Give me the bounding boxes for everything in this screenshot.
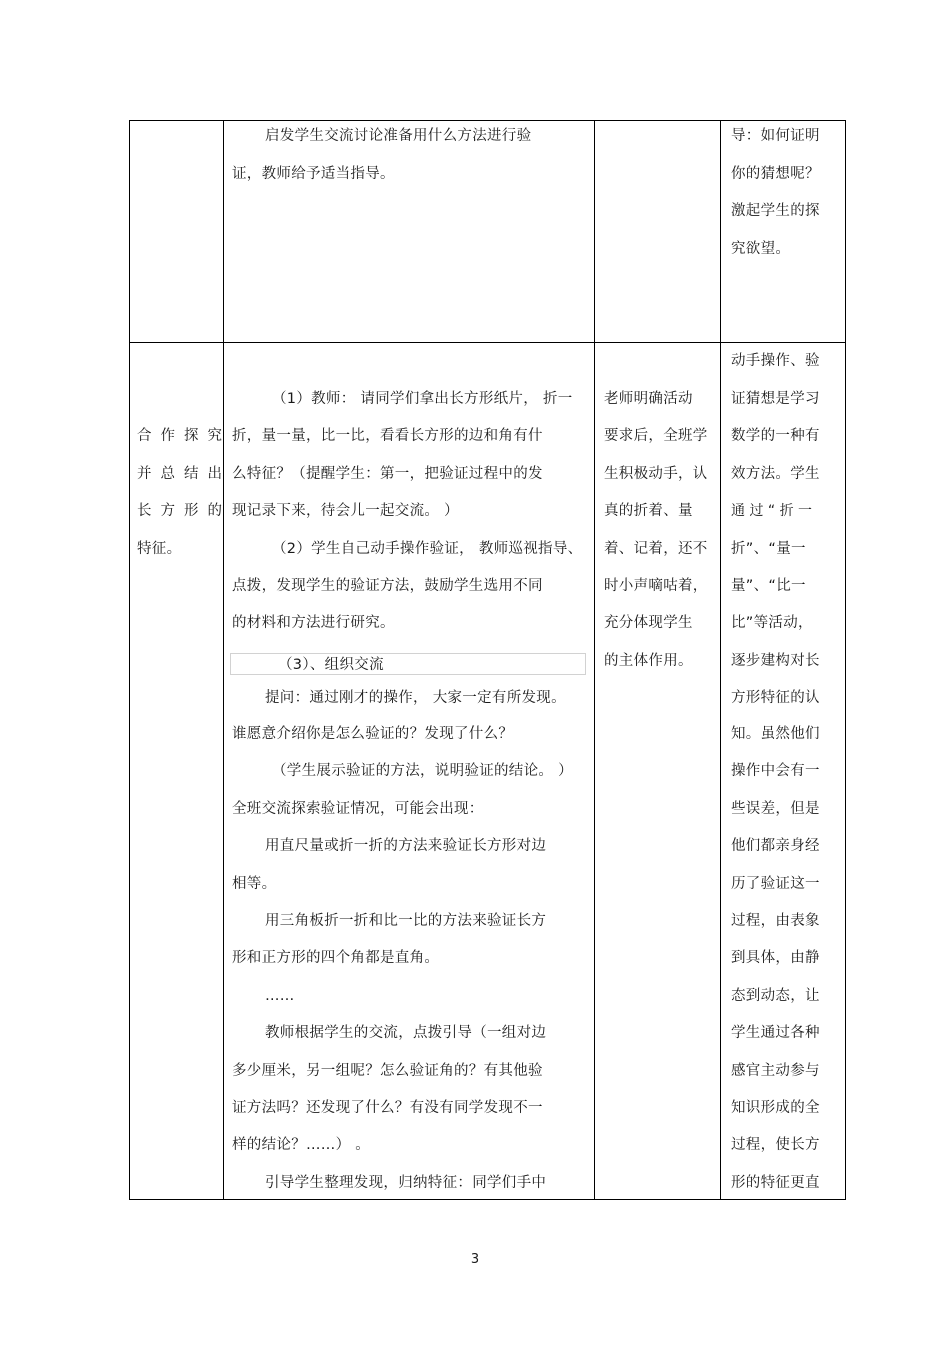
activity-line: 用三角板折一折和比一比的方法来验证长方 (265, 913, 547, 929)
table-border-right (845, 120, 846, 1200)
activity-line: 提问：通过刚才的操作， 大家一定有所发现。 (265, 690, 566, 706)
intent-line: 些误差，但是 (731, 801, 820, 817)
activity-line: 的材料和方法进行研究。 (232, 615, 395, 631)
intent-line: 效方法。学生 (731, 466, 820, 482)
activity-line: 现记录下来，待会儿一起交流。 ） (232, 503, 459, 519)
intent-line: 操作中会有一 (731, 763, 820, 779)
table-border-bottom (129, 1199, 846, 1200)
intent-line: 知识形成的全 (731, 1100, 820, 1116)
activity-line: 相等。 (232, 876, 277, 892)
student-line: 要求后，全班学 (604, 428, 708, 444)
activity-line: 全班交流探索验证情况，可能会出现： (232, 801, 484, 817)
activity-line: 形和正方形的四个角都是直角。 (232, 950, 440, 966)
stage-line-4: 特征。 (137, 541, 182, 557)
intent-line: 量”、“比一 (731, 578, 806, 594)
table-row-divider (129, 342, 846, 343)
intent-line: 态到动态，让 (731, 988, 820, 1004)
activity-line: 样的结论？……） 。 (232, 1137, 371, 1153)
intent-line: 学生通过各种 (731, 1025, 820, 1041)
activity-line: 多少厘米，另一组呢？怎么验证角的？有其他验 (232, 1063, 543, 1079)
page-number: 3 (470, 1252, 480, 1267)
activity-line: （2）学生自己动手操作验证， 教师巡视指导、 (272, 541, 583, 557)
activity-line: （1）教师： 请同学们拿出长方形纸片， 折一 (272, 391, 573, 407)
activity-line: （学生展示验证的方法，说明验证的结论。 ） (272, 763, 573, 779)
intent-line: 逐步建构对长 (731, 653, 820, 669)
intent-line: 历了验证这一 (731, 876, 820, 892)
activity-line: …… (265, 988, 295, 1004)
activity-line: 折，量一量，比一比，看看长方形的边和角有什 (232, 428, 543, 444)
student-line: 着、记着，还不 (604, 541, 708, 557)
table-divider-3 (720, 120, 721, 1200)
activity-line: 用直尺量或折一折的方法来验证长方形对边 (265, 838, 547, 854)
stage-line-1: 合作探究 (137, 428, 231, 444)
activity-step3-heading: （3）、组织交流 (278, 657, 384, 673)
row1-intent-line-4: 究欲望。 (731, 241, 791, 257)
intent-line: 知。虽然他们 (731, 726, 820, 742)
intent-line: 动手操作、验 (731, 353, 820, 369)
intent-line: 比”等活动， (731, 615, 813, 631)
table-border-left (129, 120, 130, 1200)
student-line: 生积极动手，认 (604, 466, 708, 482)
intent-line: 他们都亲身经 (731, 838, 820, 854)
intent-line: 到具体，由静 (731, 950, 820, 966)
activity-line: 证方法吗？还发现了什么？有没有同学发现不一 (232, 1100, 543, 1116)
student-line: 时小声嘀咕着， (604, 578, 708, 594)
table-border-top (129, 120, 846, 121)
stage-line-2: 并总结出 (137, 466, 231, 482)
activity-line: 点拨，发现学生的验证方法，鼓励学生选用不同 (232, 578, 543, 594)
activity-line: 谁愿意介绍你是怎么验证的？发现了什么？ (232, 726, 514, 742)
intent-line: 过程，由表象 (731, 913, 820, 929)
student-line: 老师明确活动 (604, 391, 693, 407)
row1-intent-line-3: 激起学生的探 (731, 203, 820, 219)
intent-line: 折”、“量一 (731, 541, 806, 557)
intent-line: 证猜想是学习 (731, 391, 820, 407)
row1-activity-line-2: 证，教师给予适当指导。 (232, 166, 395, 182)
student-line: 真的折着、量 (604, 503, 693, 519)
table-divider-1 (223, 120, 224, 1200)
row1-intent-line-1: 导：如何证明 (731, 128, 820, 144)
intent-line: 方形特征的认 (731, 690, 820, 706)
row1-intent-line-2: 你的猜想呢？ (731, 166, 820, 182)
stage-line-3: 长方形的 (137, 503, 231, 519)
intent-line: 过程，使长方 (731, 1137, 820, 1153)
activity-line: 么特征？（提醒学生：第一，把验证过程中的发 (232, 466, 543, 482)
row1-activity-line-1: 启发学生交流讨论准备用什么方法进行验 (265, 128, 532, 144)
intent-line: 通 过 “ 折 一 (731, 503, 813, 519)
intent-line: 形的特征更直 (731, 1175, 820, 1191)
activity-line: 教师根据学生的交流，点拨引导（一组对边 (265, 1025, 547, 1041)
intent-line: 数学的一种有 (731, 428, 820, 444)
intent-line: 感官主动参与 (731, 1063, 820, 1079)
student-line: 的主体作用。 (604, 653, 693, 669)
activity-line: 引导学生整理发现，归纳特征：同学们手中 (265, 1175, 547, 1191)
student-line: 充分体现学生 (604, 615, 693, 631)
table-divider-2 (594, 120, 595, 1200)
